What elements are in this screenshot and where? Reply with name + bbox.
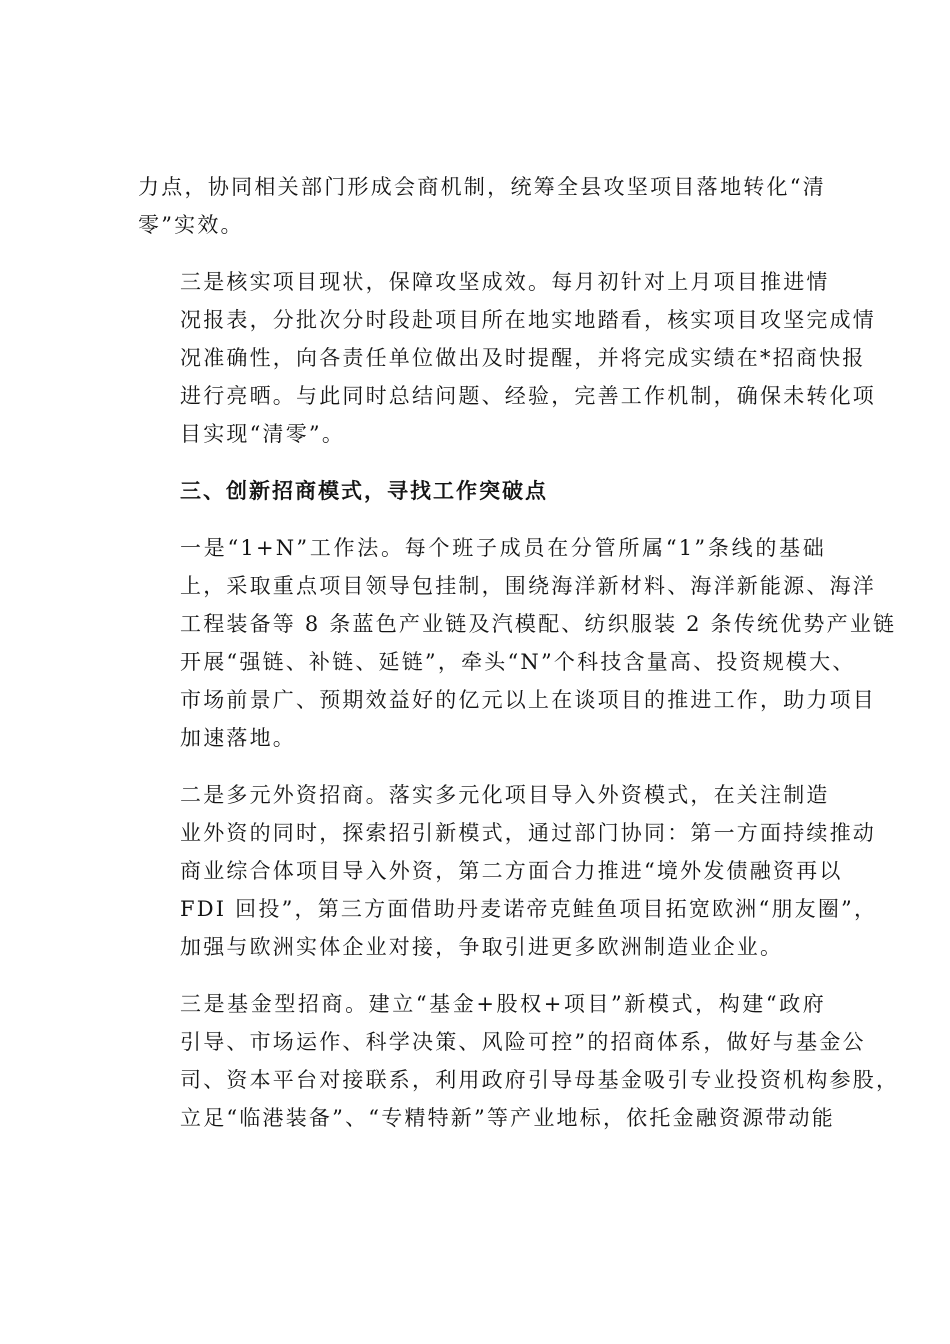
text-line: 一是“1+N”工作法。每个班子成员在分管所属“1”条线的基础 bbox=[180, 536, 826, 560]
text-line: 加速落地。 bbox=[180, 726, 296, 750]
text-line: 二是多元外资招商。落实多元化项目导入外资模式，在关注制造 bbox=[180, 783, 830, 807]
text-line: 业外资的同时，探索招引新模式，通过部门协同：第一方面持续推动 bbox=[180, 821, 876, 845]
document-body bbox=[138, 168, 900, 1156]
text-line: 加强与欧洲实体企业对接，争取引进更多欧洲制造业企业。 bbox=[180, 935, 784, 959]
text-line: 上，采取重点项目领导包挂制，围绕海洋新材料、海洋新能源、海洋 bbox=[180, 574, 876, 598]
paragraph-continuation bbox=[138, 168, 826, 244]
text-line: 开展“强链、补链、延链”，牵头“N”个科技含量高、投资规模大、 bbox=[180, 650, 856, 674]
text-line: 引导、市场运作、科学决策、风险可控”的招商体系，做好与基金公 bbox=[180, 1030, 866, 1054]
paragraph-fund-investment bbox=[138, 985, 900, 1137]
text-line: 三是核实项目现状，保障攻坚成效。每月初针对上月项目推进情 bbox=[180, 270, 830, 294]
text-line: 商业综合体项目导入外资，第二方面合力推进“境外发债融资再以 bbox=[180, 859, 843, 883]
text-line: 力点，协同相关部门形成会商机制，统筹全县攻坚项目落地转化“清 bbox=[138, 175, 826, 199]
text-line: 进行亮晒。与此同时总结问题、经验，完善工作机制，确保未转化项 bbox=[180, 384, 876, 408]
text-line: 况准确性，向各责任单位做出及时提醒，并将完成实绩在*招商快报 bbox=[180, 346, 866, 370]
section-heading: 三、创新招商模式，寻找工作突破点 bbox=[180, 479, 548, 503]
text-line: 况报表，分批次分时段赴项目所在地实地踏看，核实项目攻坚完成情 bbox=[180, 308, 876, 332]
text-line: 工程装备等 8 条蓝色产业链及汽模配、纺织服装 2 条传统优势产业链 bbox=[180, 612, 897, 636]
text-line: 司、资本平台对接联系，利用政府引导母基金吸引专业投资机构参股， bbox=[180, 1068, 900, 1092]
text-line: FDI 回投”，第三方面借助丹麦诺帝克鲑鱼项目拓宽欧洲“朋友圈”， bbox=[180, 897, 878, 921]
paragraph-foreign-investment bbox=[138, 776, 878, 966]
text-line: 市场前景广、预期效益好的亿元以上在谈项目的推进工作，助力项目 bbox=[180, 688, 876, 712]
paragraph-1-plus-n bbox=[138, 529, 897, 757]
paragraph-verify-projects bbox=[138, 263, 876, 453]
text-line: 目实现“清零”。 bbox=[180, 422, 346, 446]
text-line: 立足“临港装备”、“专精特新”等产业地标，依托金融资源带动能 bbox=[180, 1106, 835, 1130]
text-line: 零”实效。 bbox=[138, 213, 244, 237]
text-line: 三是基金型招商。建立“基金+股权+项目”新模式，构建“政府 bbox=[180, 992, 826, 1016]
